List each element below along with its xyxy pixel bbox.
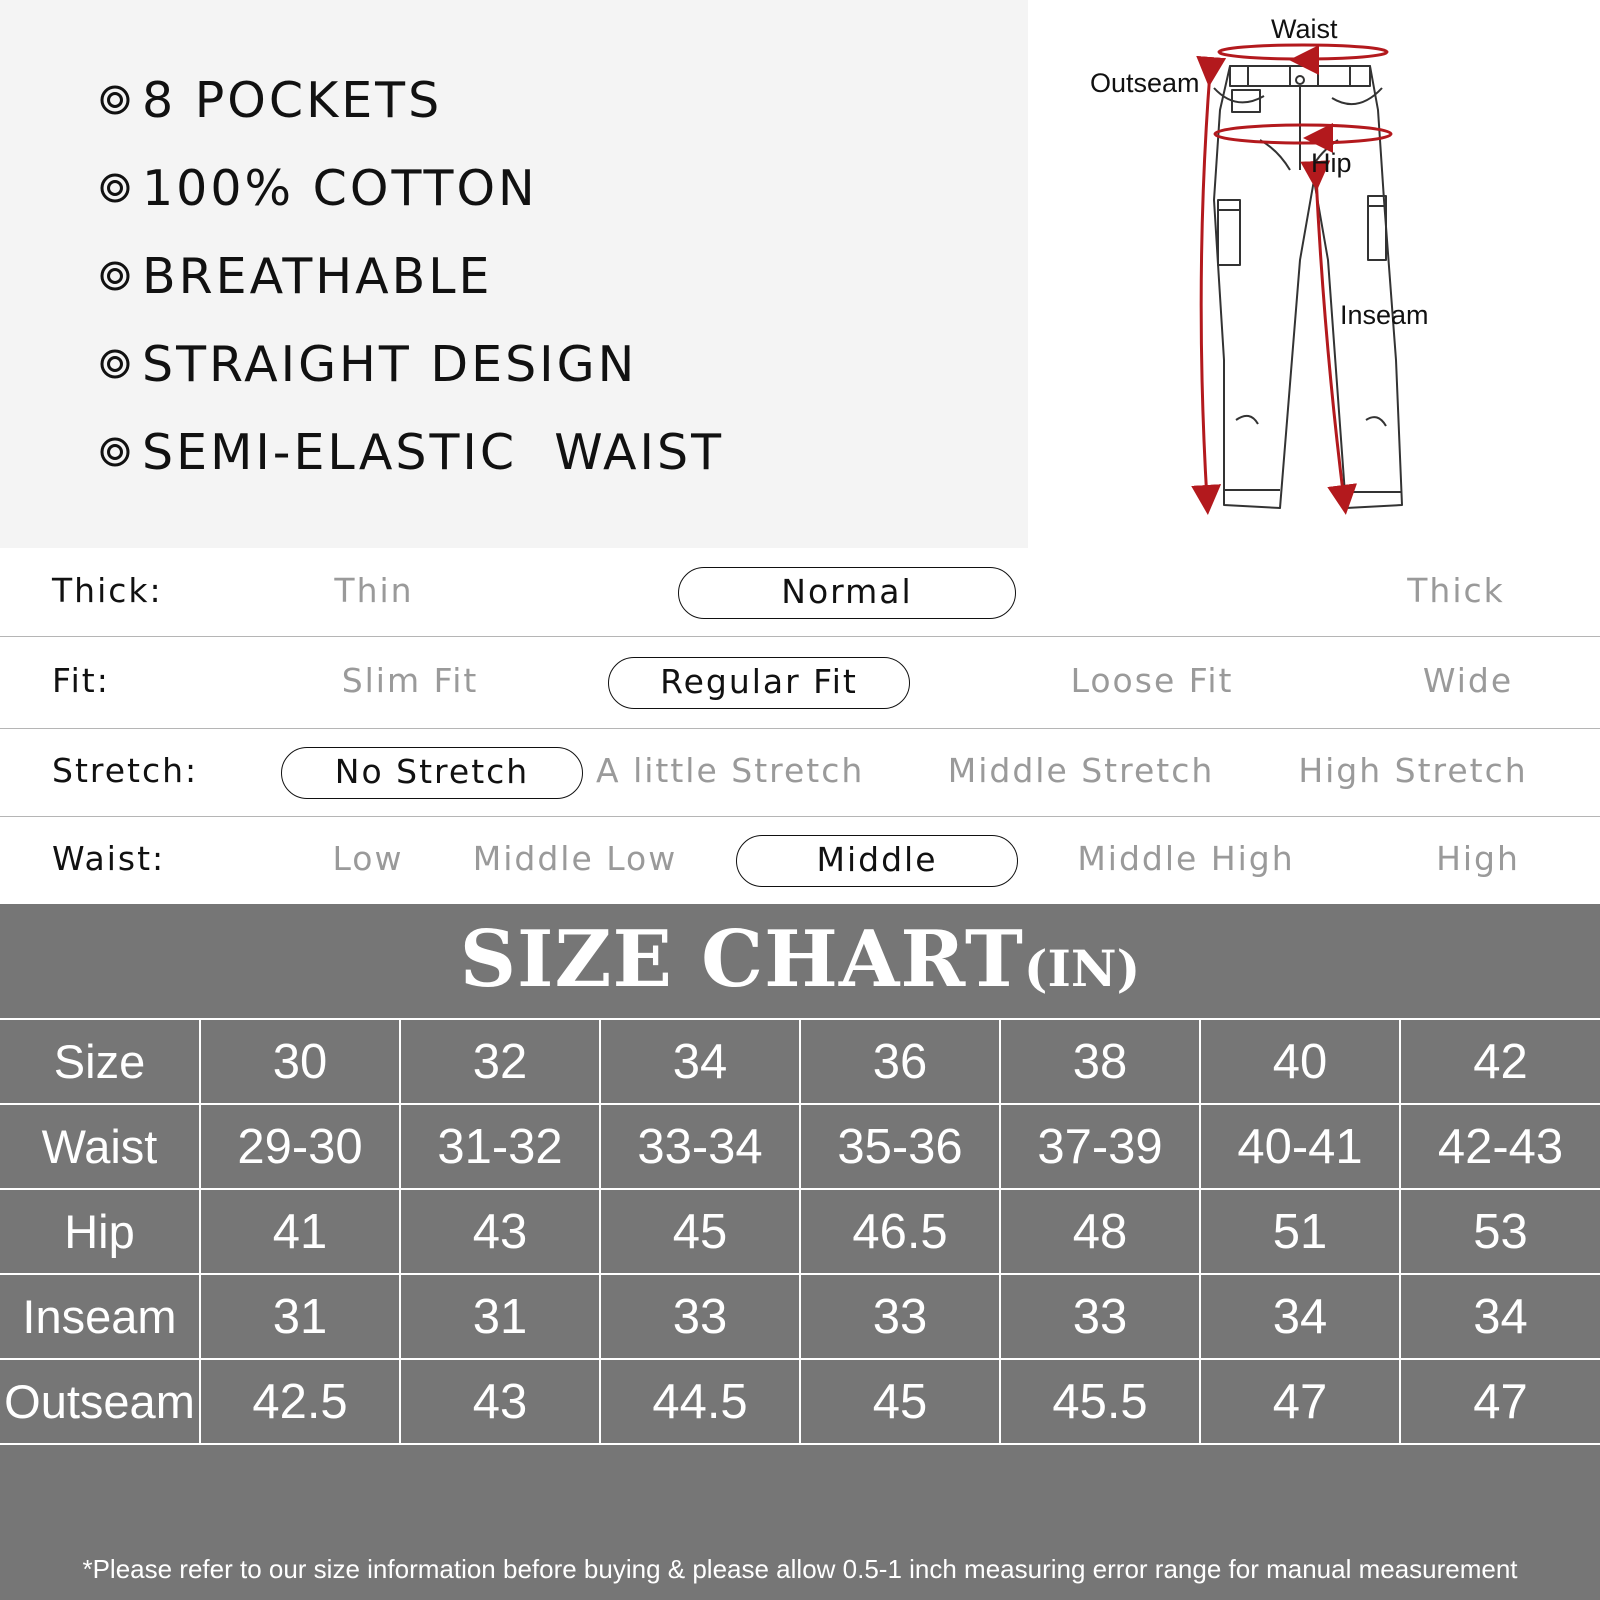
stretch-option-selected: No Stretch: [281, 747, 583, 799]
feature-item: [98, 70, 442, 130]
stretch-option: Middle Stretch: [947, 751, 1215, 790]
thick-option: Thin: [334, 571, 414, 610]
fit-option: Loose Fit: [1070, 661, 1234, 700]
feature-item: [98, 246, 493, 306]
table-cell: 33: [600, 1274, 800, 1359]
table-cell: 34: [1200, 1274, 1400, 1359]
table-cell: 42.5: [200, 1359, 400, 1444]
table-cell: 47: [1200, 1359, 1400, 1444]
fit-label: Fit:: [52, 661, 110, 700]
fit-option-selected: Regular Fit: [608, 657, 910, 709]
table-cell: 29-30: [200, 1104, 400, 1189]
table-cell: 46.5: [800, 1189, 1000, 1274]
table-cell: 45: [800, 1359, 1000, 1444]
table-cell: 40: [1200, 1019, 1400, 1104]
table-cell: 34: [600, 1019, 800, 1104]
table-cell: 42: [1400, 1019, 1600, 1104]
outseam-label: Outseam: [1090, 68, 1200, 98]
inseam-label: Inseam: [1340, 300, 1429, 330]
row-header: Size: [0, 1019, 200, 1104]
size-table-body: [0, 1019, 1600, 1444]
bullet-icon: [98, 171, 132, 205]
table-row: [0, 1359, 1600, 1444]
table-cell: 31: [200, 1274, 400, 1359]
stretch-label: Stretch:: [52, 751, 199, 790]
table-row: [0, 1104, 1600, 1189]
feature-text: 8 POCKETS: [142, 71, 443, 129]
hip-label: Hip: [1311, 148, 1352, 178]
table-cell: 34: [1400, 1274, 1600, 1359]
table-row: [0, 1019, 1600, 1104]
row-header: Inseam: [0, 1274, 200, 1359]
bullet-icon: [98, 435, 132, 469]
table-cell: 35-36: [800, 1104, 1000, 1189]
waist-option-selected: Middle: [736, 835, 1018, 887]
row-header: Outseam: [0, 1359, 200, 1444]
table-cell: 33: [800, 1274, 1000, 1359]
stretch-row: [0, 729, 1600, 817]
thick-option: Thick: [1407, 571, 1505, 610]
table-cell: 43: [400, 1189, 600, 1274]
table-row: [0, 1274, 1600, 1359]
feature-text: 100% COTTON: [142, 159, 538, 217]
table-cell: 42-43: [1400, 1104, 1600, 1189]
waist-option: High: [1436, 839, 1520, 878]
measurement-note: *Please refer to our size information before buying & please allow 0.5-1 inch measuring error range for manual measurement: [82, 1554, 1518, 1584]
stretch-option: A little Stretch: [596, 751, 865, 790]
table-cell: 51: [1200, 1189, 1400, 1274]
table-cell: 37-39: [1000, 1104, 1200, 1189]
table-cell: 31: [400, 1274, 600, 1359]
table-cell: 41: [200, 1189, 400, 1274]
waist-row: [0, 817, 1600, 904]
feature-item: [98, 422, 724, 482]
waist-option: Middle Low: [472, 839, 678, 878]
pants-measurement-diagram: [1028, 0, 1600, 530]
bullet-icon: [98, 347, 132, 381]
size-chart-title: [0, 914, 1600, 1005]
thick-label: Thick:: [52, 571, 163, 610]
table-cell: 45: [600, 1189, 800, 1274]
row-header: Hip: [0, 1189, 200, 1274]
fit-option: Slim Fit: [341, 661, 479, 700]
waist-option: Middle High: [1077, 839, 1295, 878]
feature-text: STRAIGHT DESIGN: [142, 335, 638, 393]
table-cell: 48: [1000, 1189, 1200, 1274]
table-cell: 33: [1000, 1274, 1200, 1359]
table-cell: 53: [1400, 1189, 1600, 1274]
bullet-icon: [98, 259, 132, 293]
table-cell: 44.5: [600, 1359, 800, 1444]
bullet-icon: [98, 83, 132, 117]
thick-row: [0, 549, 1600, 637]
table-cell: 43: [400, 1359, 600, 1444]
feature-item: [98, 158, 538, 218]
table-row: [0, 1189, 1600, 1274]
features-panel: [0, 0, 1028, 548]
table-cell: 36: [800, 1019, 1000, 1104]
fit-option: Wide: [1422, 661, 1514, 700]
feature-item: [98, 334, 637, 394]
stretch-option: High Stretch: [1298, 751, 1528, 790]
fit-row: [0, 637, 1600, 729]
waist-option: Low: [332, 839, 404, 878]
size-chart: [0, 904, 1600, 1600]
table-cell: 30: [200, 1019, 400, 1104]
waist-label: Waist: [1271, 14, 1338, 44]
size-chart-unit: (IN): [1023, 939, 1141, 998]
table-cell: 33-34: [600, 1104, 800, 1189]
feature-text: BREATHABLE: [142, 247, 493, 305]
size-table: [0, 1018, 1600, 1445]
table-cell: 45.5: [1000, 1359, 1200, 1444]
table-cell: 40-41: [1200, 1104, 1400, 1189]
table-cell: 31-32: [400, 1104, 600, 1189]
thick-option-selected: Normal: [678, 567, 1016, 619]
waist-label-row: Waist:: [52, 839, 166, 878]
table-cell: 32: [400, 1019, 600, 1104]
table-cell: 47: [1400, 1359, 1600, 1444]
table-cell: 38: [1000, 1019, 1200, 1104]
feature-text: SEMI-ELASTIC WAIST: [142, 423, 725, 481]
row-header: Waist: [0, 1104, 200, 1189]
size-chart-title-text: SIZE CHART: [459, 914, 1024, 1005]
